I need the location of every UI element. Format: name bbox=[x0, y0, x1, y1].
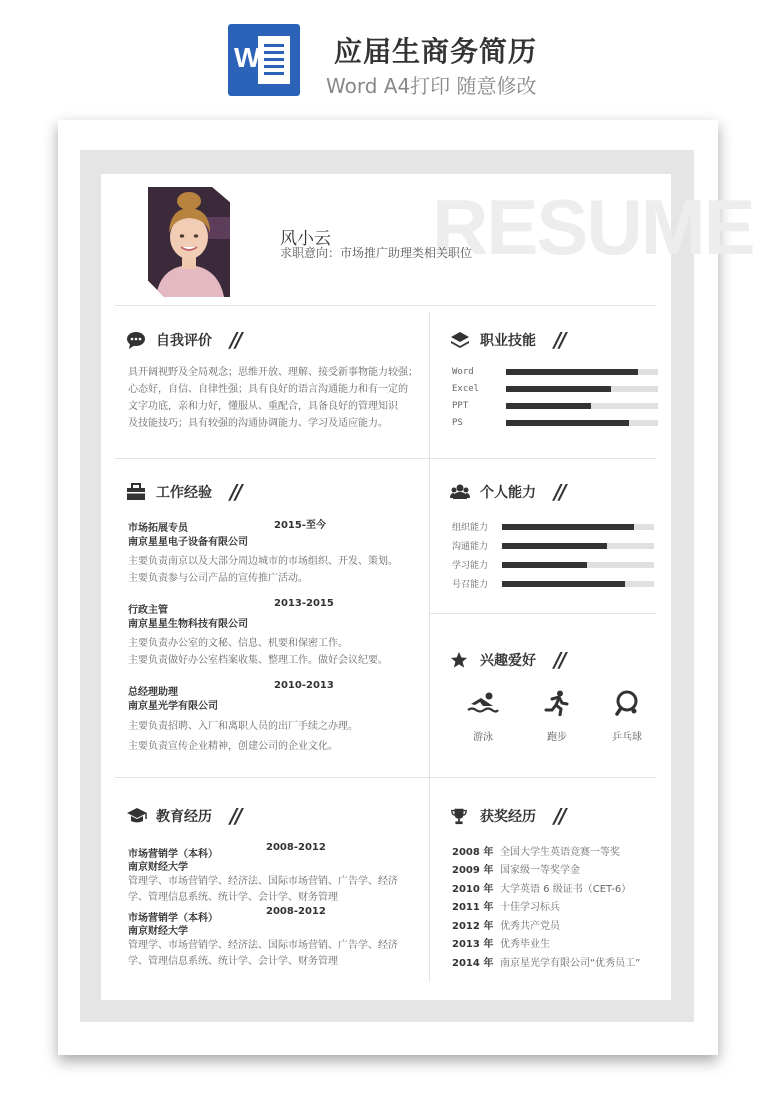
ability-row: 学习能力 bbox=[452, 555, 654, 574]
running-icon bbox=[543, 701, 571, 720]
skill-row: Excel bbox=[452, 380, 658, 397]
award-row: 2008 年 全国大学生英语竞赛一等奖 bbox=[452, 846, 620, 858]
briefcase-icon bbox=[126, 483, 148, 501]
star-icon bbox=[450, 651, 472, 669]
hobby-swimming: 游泳 bbox=[458, 690, 508, 743]
level-bar-fill bbox=[502, 581, 625, 587]
level-bar-fill bbox=[506, 369, 638, 375]
trophy-icon bbox=[450, 807, 472, 825]
level-bar-fill bbox=[502, 562, 587, 568]
award-row: 2011 年 十佳学习标兵 bbox=[452, 902, 560, 914]
section-header-abilities: 个人能力 // bbox=[450, 480, 565, 504]
award-row: 2012 年 优秀共产党员 bbox=[452, 920, 560, 932]
skill-row: Word bbox=[452, 363, 658, 380]
work-entry-2: 总经理助理 2010-2013 南京星光学有限公司 主要负责招聘、入厂和离职人员的出厂手续之办理。 主要负责宣传企业精神，创建公司的企业文化。 bbox=[128, 680, 358, 752]
level-bar-fill bbox=[502, 543, 607, 549]
divider bbox=[430, 613, 656, 614]
hobby-ping-pong: 乒乓球 bbox=[602, 690, 652, 743]
resume-watermark: RESUME bbox=[432, 183, 754, 271]
skill-row: PPT bbox=[452, 397, 658, 414]
word-logo-icon: W bbox=[228, 24, 300, 96]
divider bbox=[115, 777, 656, 778]
pro-skills-list bbox=[452, 363, 658, 431]
level-bar-fill bbox=[506, 386, 611, 392]
section-header-hobbies: 兴趣爱好 // bbox=[450, 648, 565, 672]
work-entry-1: 行政主管 2013-2015 南京星星生物科技有限公司 主要负责办公室的文秘、信息、机要和保密工作。 主要负责做好办公室档案收集、整理工作。做好会议纪要。 bbox=[128, 598, 388, 666]
level-bar-fill bbox=[502, 524, 634, 530]
ability-row: 号召能力 bbox=[452, 574, 654, 593]
profile-photo bbox=[148, 187, 230, 297]
award-row: 2013 年 优秀毕业生 bbox=[452, 939, 550, 951]
chat-bubble-icon bbox=[126, 331, 148, 349]
award-row: 2009 年 国家级一等奖学金 bbox=[452, 865, 580, 877]
banner-subtitle: Word A4打印 随意修改 bbox=[326, 74, 537, 98]
section-header-self-eval: 自我评价 // bbox=[126, 328, 241, 352]
award-row: 2014 年 南京星光学有限公司“优秀员工” bbox=[452, 957, 641, 969]
candidate-name: 风小云 bbox=[280, 229, 331, 249]
job-intent: 求职意向：市场推广助理类相关职位 bbox=[280, 246, 473, 260]
people-icon bbox=[450, 483, 472, 501]
graduation-cap-icon bbox=[126, 807, 148, 825]
section-header-work: 工作经验 // bbox=[126, 480, 241, 504]
education-entry-0: 市场营销学（本科） 2008-2012 南京财经大学 管理学、市场营销学、经济法、国际市场营销、广告学、经济 学、管理信息系统、统计学、会计学、财务管理 bbox=[128, 842, 398, 903]
section-header-awards: 获奖经历 // bbox=[450, 804, 565, 828]
section-header-pro-skills: 职业技能 // bbox=[450, 328, 565, 352]
ability-row: 沟通能力 bbox=[452, 536, 654, 555]
skill-row: PS bbox=[452, 414, 658, 431]
level-bar-fill bbox=[506, 403, 591, 409]
banner-title: 应届生商务简历 bbox=[334, 35, 538, 68]
level-bar-fill bbox=[506, 420, 629, 426]
hobby-running: 跑步 bbox=[532, 690, 582, 743]
section-header-education: 教育经历 // bbox=[126, 804, 241, 828]
awards-list bbox=[452, 841, 662, 971]
swimming-icon bbox=[467, 701, 499, 720]
divider bbox=[115, 305, 656, 306]
award-row: 2010 年 大学英语 6 级证书（CET-6） bbox=[452, 883, 632, 895]
ability-row: 组织能力 bbox=[452, 517, 654, 536]
stack-icon bbox=[450, 331, 472, 349]
divider bbox=[115, 458, 656, 459]
education-entry-1: 市场营销学（本科） 2008-2012 南京财经大学 管理学、市场营销学、经济法、国际市场营销、广告学、经济 学、管理信息系统、统计学、会计学、财务管理 bbox=[128, 906, 398, 967]
column-divider bbox=[429, 312, 430, 982]
self-eval-text: 具开阔视野及全局观念；思维开放、理解、接受新事物能力较强； 心态好，自信、自律性强；具有良好的语言沟通能力和有一定的 文字功底，亲和力好，懂服从、重配合，具备良好的管理知识 及技能技巧；具有较强的沟通协调能力、学习及适应能力。 bbox=[128, 367, 418, 429]
abilities-list bbox=[452, 517, 654, 593]
ping-pong-icon bbox=[613, 701, 641, 720]
work-entry-0: 市场拓展专员 2015-至今 南京星星电子设备有限公司 主要负责南京以及大部分周边城市的市场组织、开发、策划。 主要负责参与公司产品的宣传推广活动。 bbox=[128, 520, 398, 584]
